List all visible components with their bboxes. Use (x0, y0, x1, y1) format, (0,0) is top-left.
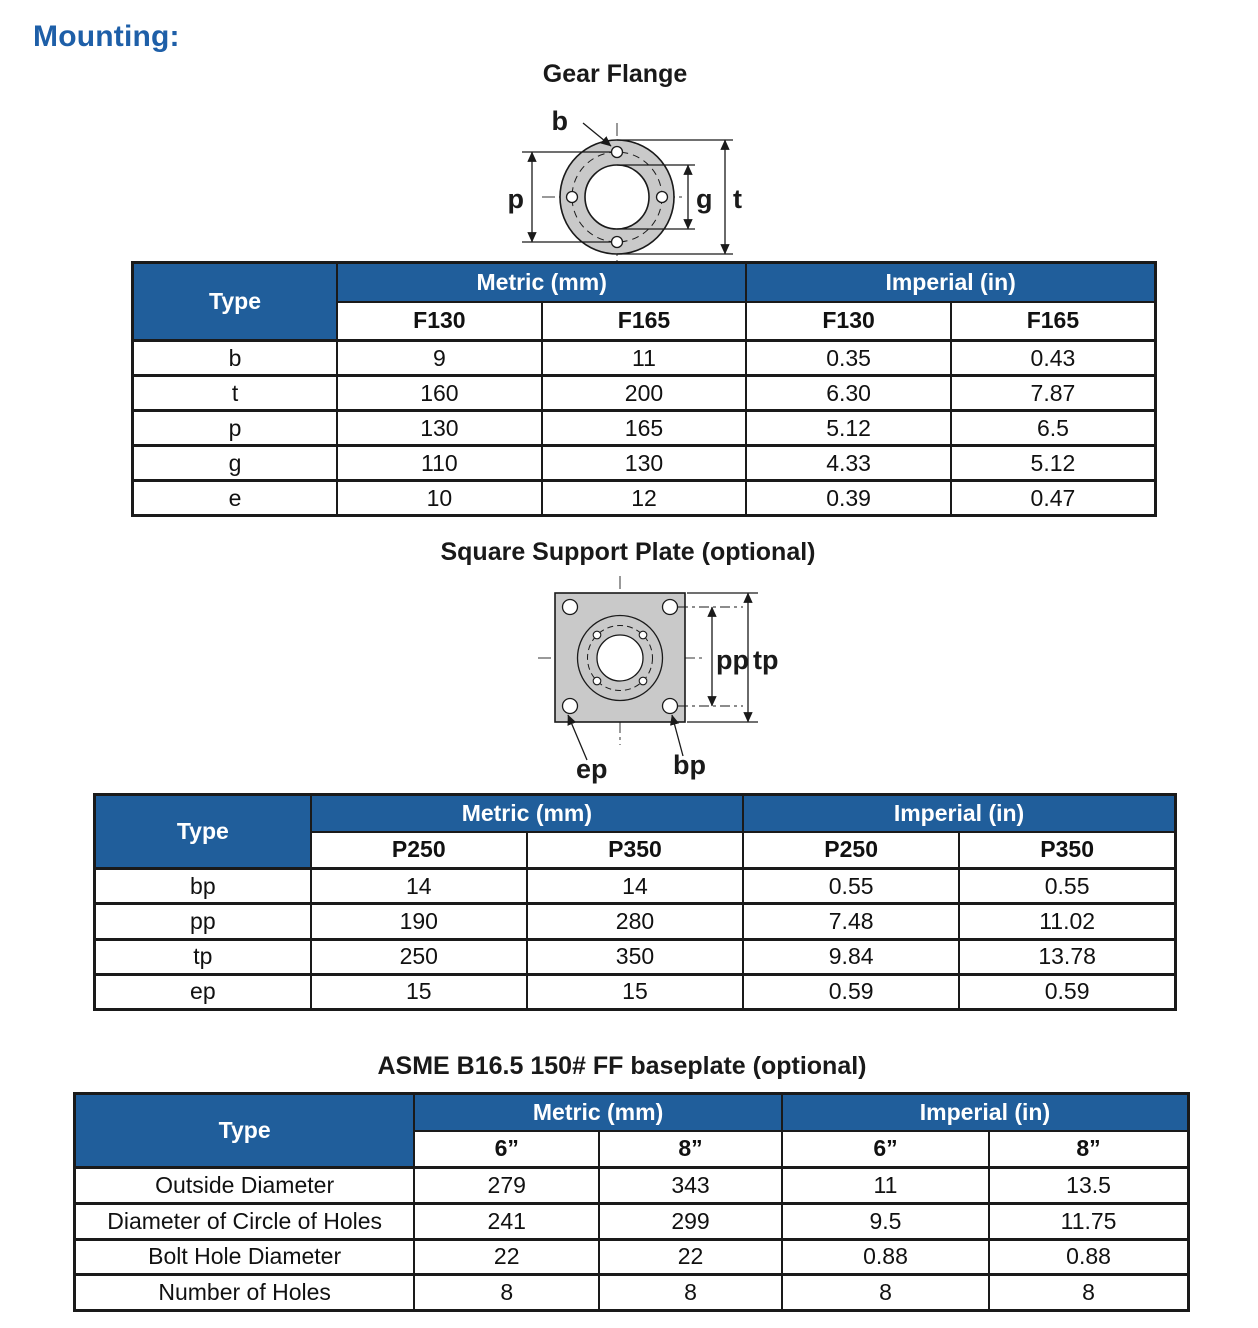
table-row (75, 1168, 1189, 1204)
col-header: F130 (746, 302, 951, 341)
table-cell: 250 (311, 939, 527, 974)
row-type: b (133, 341, 338, 376)
square-plate-diagram (490, 572, 790, 790)
table-cell: 11 (542, 341, 747, 376)
table-cell: 190 (311, 904, 527, 939)
gear-flange-diagram (430, 95, 790, 265)
col-header: P350 (527, 832, 743, 869)
table-row (95, 939, 1176, 974)
col-header: 8” (599, 1131, 782, 1168)
table-row (95, 869, 1176, 904)
table-cell: 13.5 (989, 1168, 1188, 1204)
row-type: pp (95, 904, 311, 939)
table-cell: 15 (527, 974, 743, 1009)
table-cell: 0.88 (989, 1239, 1188, 1275)
table-cell: 22 (414, 1239, 599, 1275)
row-type: Bolt Hole Diameter (75, 1239, 415, 1275)
table-cell: 8 (989, 1275, 1188, 1311)
table-cell: 8 (414, 1275, 599, 1311)
table-cell: 280 (527, 904, 743, 939)
imperial-header-cell: Imperial (in) (743, 795, 1175, 832)
table-row (95, 974, 1176, 1009)
table-cell: 4.33 (746, 446, 951, 481)
bolt-hole-left (567, 192, 578, 203)
col-header: F165 (951, 302, 1156, 341)
table-cell: 14 (527, 869, 743, 904)
table-row (133, 411, 1156, 446)
table-cell: 11.75 (989, 1203, 1188, 1239)
table-cell: 10 (337, 481, 542, 516)
bolt-hole-bottom (612, 237, 623, 248)
row-type: t (133, 376, 338, 411)
row-type: e (133, 481, 338, 516)
table-cell: 279 (414, 1168, 599, 1204)
table-cell: 110 (337, 446, 542, 481)
bolt-hole-se (639, 677, 647, 685)
table-cell: 343 (599, 1168, 782, 1204)
type-header-cell: Type (133, 263, 338, 341)
col-header: P250 (311, 832, 527, 869)
bolt-hole-top (612, 147, 623, 158)
table-cell: 7.48 (743, 904, 959, 939)
table-cell: 9.84 (743, 939, 959, 974)
table-cell: 5.12 (951, 446, 1156, 481)
square-plate-heading: Square Support Plate (optional) (440, 538, 816, 566)
baseplate-heading: ASME B16.5 150# FF baseplate (optional) (377, 1052, 867, 1080)
table-cell: 0.59 (959, 974, 1175, 1009)
table-row (75, 1239, 1189, 1275)
table-cell: 350 (527, 939, 743, 974)
row-type: p (133, 411, 338, 446)
flange-bore-circle (585, 165, 649, 229)
metric-header-cell: Metric (mm) (311, 795, 743, 832)
table-cell: 200 (542, 376, 747, 411)
dim-label-b: b (551, 106, 568, 136)
col-header: 6” (782, 1131, 989, 1168)
table-cell: 0.59 (743, 974, 959, 1009)
table-cell: 165 (542, 411, 747, 446)
dim-label-p: p (507, 184, 524, 214)
table-cell: 13.78 (959, 939, 1175, 974)
bolt-hole-right (657, 192, 668, 203)
dim-label-pp: pp (716, 645, 749, 675)
dim-label-g: g (696, 184, 713, 214)
col-header: P350 (959, 832, 1175, 869)
corner-hole-top-right (663, 600, 678, 615)
col-header: F165 (542, 302, 747, 341)
col-header: P250 (743, 832, 959, 869)
row-type: ep (95, 974, 311, 1009)
table-cell: 0.35 (746, 341, 951, 376)
table-cell: 7.87 (951, 376, 1156, 411)
table-cell: 11.02 (959, 904, 1175, 939)
table-row (95, 904, 1176, 939)
bolt-hole-nw (593, 631, 601, 639)
table-cell: 12 (542, 481, 747, 516)
col-header: 6” (414, 1131, 599, 1168)
metric-header-cell: Metric (mm) (414, 1094, 782, 1131)
dim-label-tp: tp (753, 645, 779, 675)
corner-hole-top-left (563, 600, 578, 615)
table-row (75, 1203, 1189, 1239)
table-header-row (75, 1094, 1189, 1131)
table-cell: 0.55 (743, 869, 959, 904)
table-cell: 6.30 (746, 376, 951, 411)
corner-hole-bottom-left (563, 699, 578, 714)
col-header: F130 (337, 302, 542, 341)
table-cell: 6.5 (951, 411, 1156, 446)
row-type: Diameter of Circle of Holes (75, 1203, 415, 1239)
table-cell: 0.39 (746, 481, 951, 516)
table-cell: 9 (337, 341, 542, 376)
row-type: g (133, 446, 338, 481)
table-cell: 299 (599, 1203, 782, 1239)
table-cell: 8 (599, 1275, 782, 1311)
table-row (133, 446, 1156, 481)
gear-flange-heading: Gear Flange (542, 60, 688, 88)
dim-label-bp: bp (673, 750, 706, 780)
row-type: bp (95, 869, 311, 904)
imperial-header-cell: Imperial (in) (782, 1094, 1189, 1131)
table-row (75, 1275, 1189, 1311)
dim-label-t: t (733, 184, 742, 214)
gear-flange-table (131, 261, 1157, 517)
table-cell: 14 (311, 869, 527, 904)
b-leader-line (583, 123, 611, 146)
table-cell: 130 (337, 411, 542, 446)
dim-label-ep: ep (576, 754, 608, 784)
table-cell: 130 (542, 446, 747, 481)
table-row (133, 376, 1156, 411)
row-type: tp (95, 939, 311, 974)
table-row (133, 481, 1156, 516)
table-header-row (133, 263, 1156, 302)
table-cell: 22 (599, 1239, 782, 1275)
page-title: Mounting: (33, 20, 180, 53)
table-cell: 9.5 (782, 1203, 989, 1239)
table-cell: 15 (311, 974, 527, 1009)
imperial-header-cell: Imperial (in) (746, 263, 1155, 302)
table-cell: 0.88 (782, 1239, 989, 1275)
table-cell: 11 (782, 1168, 989, 1204)
bolt-hole-sw (593, 677, 601, 685)
row-type: Number of Holes (75, 1275, 415, 1311)
table-cell: 0.43 (951, 341, 1156, 376)
corner-hole-bottom-right (663, 699, 678, 714)
center-bore-circle (597, 635, 643, 681)
type-header-cell: Type (75, 1094, 415, 1168)
table-cell: 160 (337, 376, 542, 411)
table-row (133, 341, 1156, 376)
row-type: Outside Diameter (75, 1168, 415, 1204)
metric-header-cell: Metric (mm) (337, 263, 746, 302)
table-header-row (95, 795, 1176, 832)
bolt-hole-ne (639, 631, 647, 639)
table-cell: 8 (782, 1275, 989, 1311)
table-cell: 5.12 (746, 411, 951, 446)
table-cell: 241 (414, 1203, 599, 1239)
col-header: 8” (989, 1131, 1188, 1168)
type-header-cell: Type (95, 795, 311, 869)
table-cell: 0.47 (951, 481, 1156, 516)
table-cell: 0.55 (959, 869, 1175, 904)
baseplate-table (73, 1092, 1190, 1312)
square-plate-table (93, 793, 1177, 1011)
